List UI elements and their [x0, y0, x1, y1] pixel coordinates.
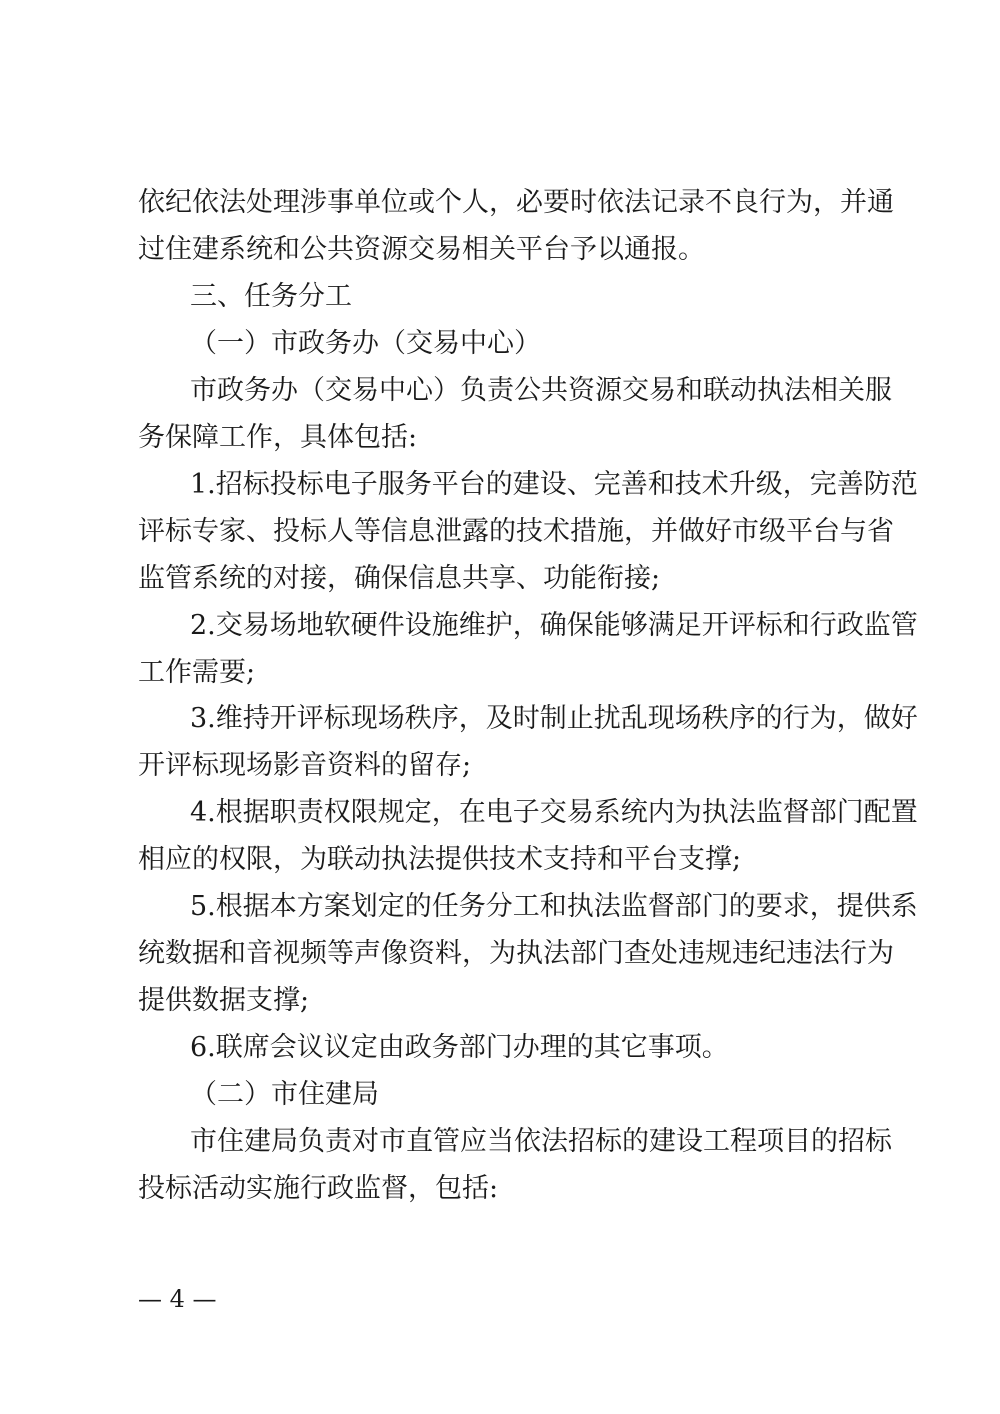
list-item-line: 6.联席会议议定由政务部门办理的其它事项。: [190, 1032, 729, 1063]
page-number: — 4 —: [138, 1285, 217, 1313]
section-heading: 三、任务分工: [190, 281, 352, 312]
paragraph-line: 过住建系统和公共资源交易相关平台予以通报。: [138, 234, 705, 265]
subsection-heading: （一）市政务办（交易中心）: [190, 328, 541, 359]
paragraph-line: 市政务办（交易中心）负责公共资源交易和联动执法相关服: [190, 375, 892, 406]
paragraph-line: 市住建局负责对市直管应当依法招标的建设工程项目的招标: [190, 1126, 892, 1157]
list-item-line: 5.根据本方案划定的任务分工和执法监督部门的要求，提供系: [190, 891, 918, 922]
list-item-line: 1.招标投标电子服务平台的建设、完善和技术升级，完善防范: [190, 469, 918, 500]
list-item-line: 开评标现场影音资料的留存;: [138, 750, 472, 781]
list-item-line: 统数据和音视频等声像资料，为执法部门查处违规违纪违法行为: [138, 938, 894, 969]
list-item-line: 评标专家、投标人等信息泄露的技术措施，并做好市级平台与省: [138, 516, 894, 547]
paragraph-line: 务保障工作，具体包括:: [138, 422, 418, 453]
paragraph-line: 投标活动实施行政监督，包括:: [138, 1173, 499, 1204]
list-item-line: 相应的权限，为联动执法提供技术支持和平台支撑;: [138, 844, 742, 875]
list-item-line: 2.交易场地软硬件设施维护，确保能够满足开评标和行政监管: [190, 610, 918, 641]
subsection-heading: （二）市住建局: [190, 1079, 379, 1110]
list-item-line: 工作需要;: [138, 657, 256, 688]
list-item-line: 4.根据职责权限规定，在电子交易系统内为执法监督部门配置: [190, 797, 918, 828]
list-item-line: 提供数据支撑;: [138, 985, 310, 1016]
list-item-line: 监管系统的对接，确保信息共享、功能衔接;: [138, 563, 661, 594]
paragraph-line: 依纪依法处理涉事单位或个人，必要时依法记录不良行为，并通: [138, 187, 894, 218]
list-item-line: 3.维持开评标现场秩序，及时制止扰乱现场秩序的行为，做好: [190, 703, 918, 734]
